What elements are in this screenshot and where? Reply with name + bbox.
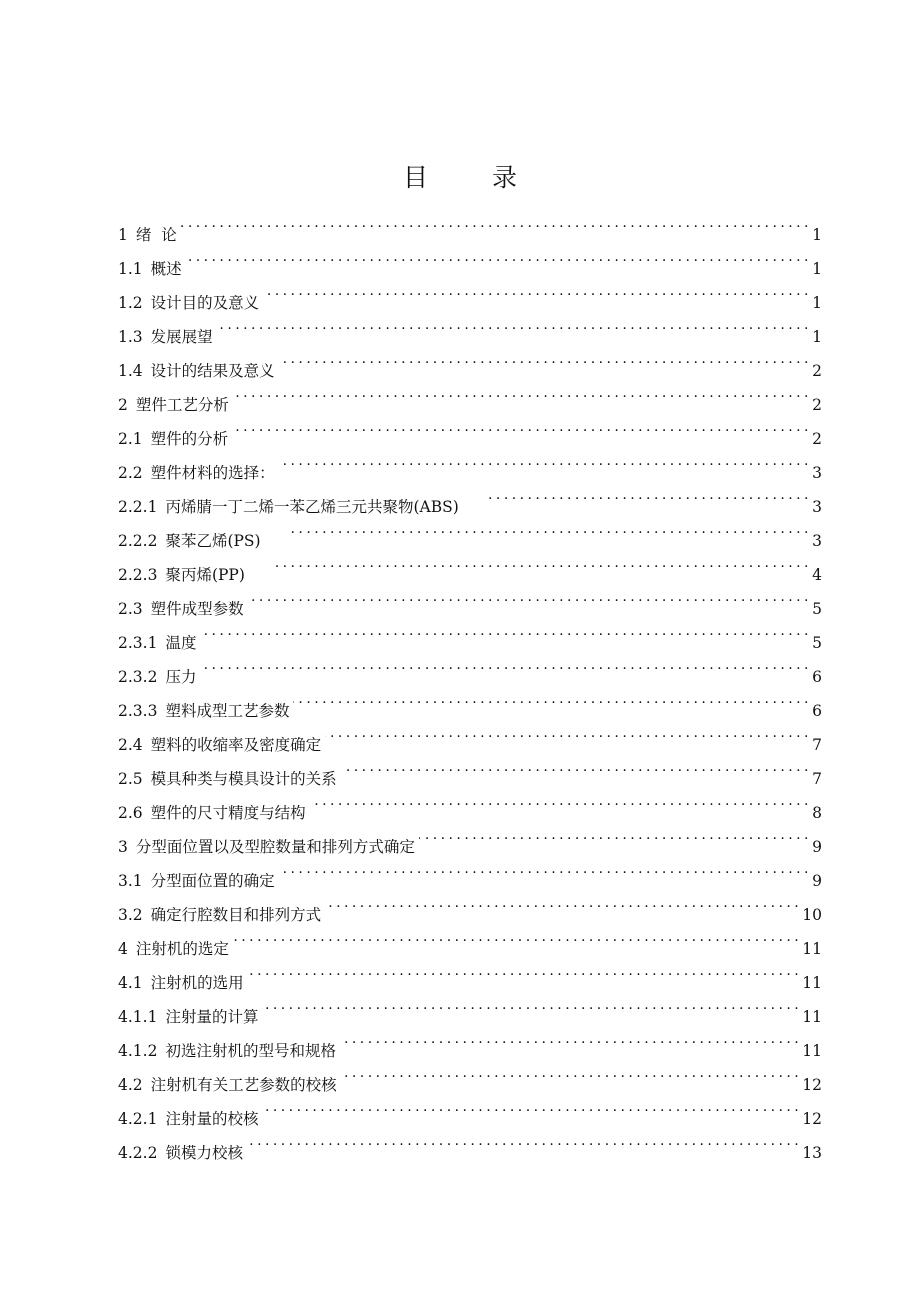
toc-entry-title: 设计的结果及意义 [150,362,275,380]
toc-entry [118,274,822,312]
toc-entry-page: 6 [812,668,822,686]
toc-dot-leader [489,478,808,512]
toc-entry-title: 聚苯乙烯(PS) [165,532,261,550]
toc-entry-title: 塑件的分析 [150,430,229,448]
toc-entry-number: 4.2 [118,1076,143,1094]
toc-entry [118,614,822,652]
toc-dot-leader [200,614,808,648]
toc-entry-number: 2.2 [118,464,143,482]
toc-entry-number: 1.1 [118,260,143,278]
toc-entry-title: 分型面位置以及型腔数量和排列方式确定 [135,838,415,856]
toc-entry-number: 1.2 [118,294,143,312]
toc-entry-number: 2 [118,396,128,414]
toc-entry-number: 2.2.1 [118,498,158,516]
toc-entry-page: 11 [802,974,822,992]
toc-entry-title: 发展展望 [150,328,213,346]
toc-entry-number: 4 [118,940,128,958]
toc-entry-title: 注射机的选定 [135,940,229,958]
toc-entry [118,308,822,346]
toc-entry-page: 2 [812,362,822,380]
toc-dot-leader [217,308,808,342]
toc-entry-number: 4.1.1 [118,1008,158,1026]
toc-entry-title: 塑件材料的选择： [150,464,275,482]
toc-entry-number: 2.3 [118,600,143,618]
toc-entry-title: 初选注射机的型号和规格 [165,1042,336,1060]
toc-entry [118,342,822,380]
toc-dot-leader [341,750,808,784]
toc-entry-number: 2.3.2 [118,668,158,686]
toc-entry-title: 注射量的校核 [165,1110,259,1128]
toc-entry-title: 塑料的收缩率及密度确定 [150,736,322,754]
toc-dot-leader [310,784,808,818]
toc-dot-leader [233,376,808,410]
toc-entry-number: 2.2.3 [118,566,158,584]
toc-entry-number: 4.1 [118,974,143,992]
toc-entry-number: 1 [118,226,128,244]
toc-entry-title: 丙烯腈一丁二烯一苯乙烯三元共聚物(ABS) [165,498,459,516]
toc-dot-leader [262,988,798,1022]
toc-dot-leader [325,716,808,750]
toc-entry-page: 7 [812,770,822,788]
toc-entry-number: 2.3.3 [118,702,158,720]
toc-entry-number: 3.1 [118,872,143,890]
toc-entry [118,648,822,686]
toc-entry-page: 5 [812,600,822,618]
toc-entry-number: 2.5 [118,770,143,788]
toc-entry-page: 7 [812,736,822,754]
toc-entry [118,206,822,244]
toc-entry-page: 12 [802,1110,822,1128]
toc-entry-title: 注射机的选用 [150,974,244,992]
toc-dot-leader [279,444,808,478]
toc-dot-leader [247,1124,798,1158]
toc-entry-title: 分型面位置的确定 [150,872,275,890]
toc-dot-leader [248,580,808,614]
toc-entry-page: 9 [812,872,822,890]
toc-dot-leader [293,682,808,716]
toc-entry-number: 1.4 [118,362,143,380]
toc-dot-leader [419,818,808,852]
toc-entry-number: 2.3.1 [118,634,158,652]
page-title: 目 录 [403,163,545,192]
toc-dot-leader [291,512,808,546]
toc-entry-number: 3 [118,838,128,856]
toc-entry-page: 2 [812,396,822,414]
toc-dot-leader [233,920,798,954]
toc-dot-leader [279,852,808,886]
toc-entry-page: 11 [802,1042,822,1060]
toc-entry-title: 确定行腔数目和排列方式 [150,906,322,924]
toc-entry-page: 13 [802,1144,822,1162]
toc-entry-title: 塑件成型参数 [150,600,244,618]
toc-entry-page: 11 [802,940,822,958]
toc-entry-page: 10 [802,906,822,924]
toc-dot-leader [340,1022,798,1056]
toc-entry-title: 锁模力校核 [165,1144,243,1162]
toc-entry-title: 聚丙烯(PP) [165,566,245,584]
toc-dot-leader [186,240,808,274]
toc-dot-leader [325,886,798,920]
toc-entry-title: 注射机有关工艺参数的校核 [150,1076,337,1094]
toc-entry-title: 压力 [165,668,197,686]
toc-entry-title: 温度 [165,634,197,652]
toc-entry-page: 1 [812,328,822,346]
toc-entry-page: 5 [812,634,822,652]
toc-entry-title: 绪 论 [135,226,177,244]
toc-dot-leader [232,410,808,444]
toc-entry-page: 1 [812,260,822,278]
toc-entry-number: 4.1.2 [118,1042,158,1060]
toc-entry-number: 4.2.1 [118,1110,158,1128]
toc-entry-page: 9 [812,838,822,856]
toc-dot-leader [248,954,799,988]
toc-dot-leader [279,342,808,376]
toc-entry-number: 2.4 [118,736,143,754]
toc-entry-title: 塑件工艺分析 [135,396,229,414]
toc-entry-page: 8 [812,804,822,822]
toc-entry-page: 1 [812,226,822,244]
table-of-contents [118,206,822,1162]
toc-entry-title: 塑件的尺寸精度与结构 [150,804,306,822]
toc-entry-title: 设计目的及意义 [150,294,260,312]
toc-entry-page: 6 [812,702,822,720]
toc-entry-page: 4 [812,566,822,584]
toc-entry-page: 3 [812,532,822,550]
toc-dot-leader [275,546,808,580]
toc-dot-leader [181,206,808,240]
toc-entry-title: 概述 [150,260,182,278]
toc-entry-number: 4.2.2 [118,1144,158,1162]
toc-entry-page: 1 [812,294,822,312]
toc-entry-number: 2.2.2 [118,532,158,550]
toc-entry-title: 塑料成型工艺参数 [165,702,290,720]
toc-dot-leader [262,1090,798,1124]
toc-entry-page: 3 [812,498,822,516]
toc-entry [118,682,822,720]
toc-entry-page: 12 [802,1076,822,1094]
toc-entry-number: 3.2 [118,906,143,924]
toc-entry-page: 11 [802,1008,822,1026]
toc-entry-title: 注射量的计算 [165,1008,259,1026]
toc-entry-page: 3 [812,464,822,482]
toc-entry-number: 2.6 [118,804,143,822]
toc-entry-page: 2 [812,430,822,448]
toc-entry-title: 模具种类与模具设计的关系 [150,770,337,788]
toc-entry [118,240,822,278]
toc-dot-leader [200,648,808,682]
toc-entry-number: 1.3 [118,328,143,346]
toc-entry-number: 2.1 [118,430,143,448]
toc-dot-leader [341,1056,799,1090]
toc-dot-leader [263,274,808,308]
